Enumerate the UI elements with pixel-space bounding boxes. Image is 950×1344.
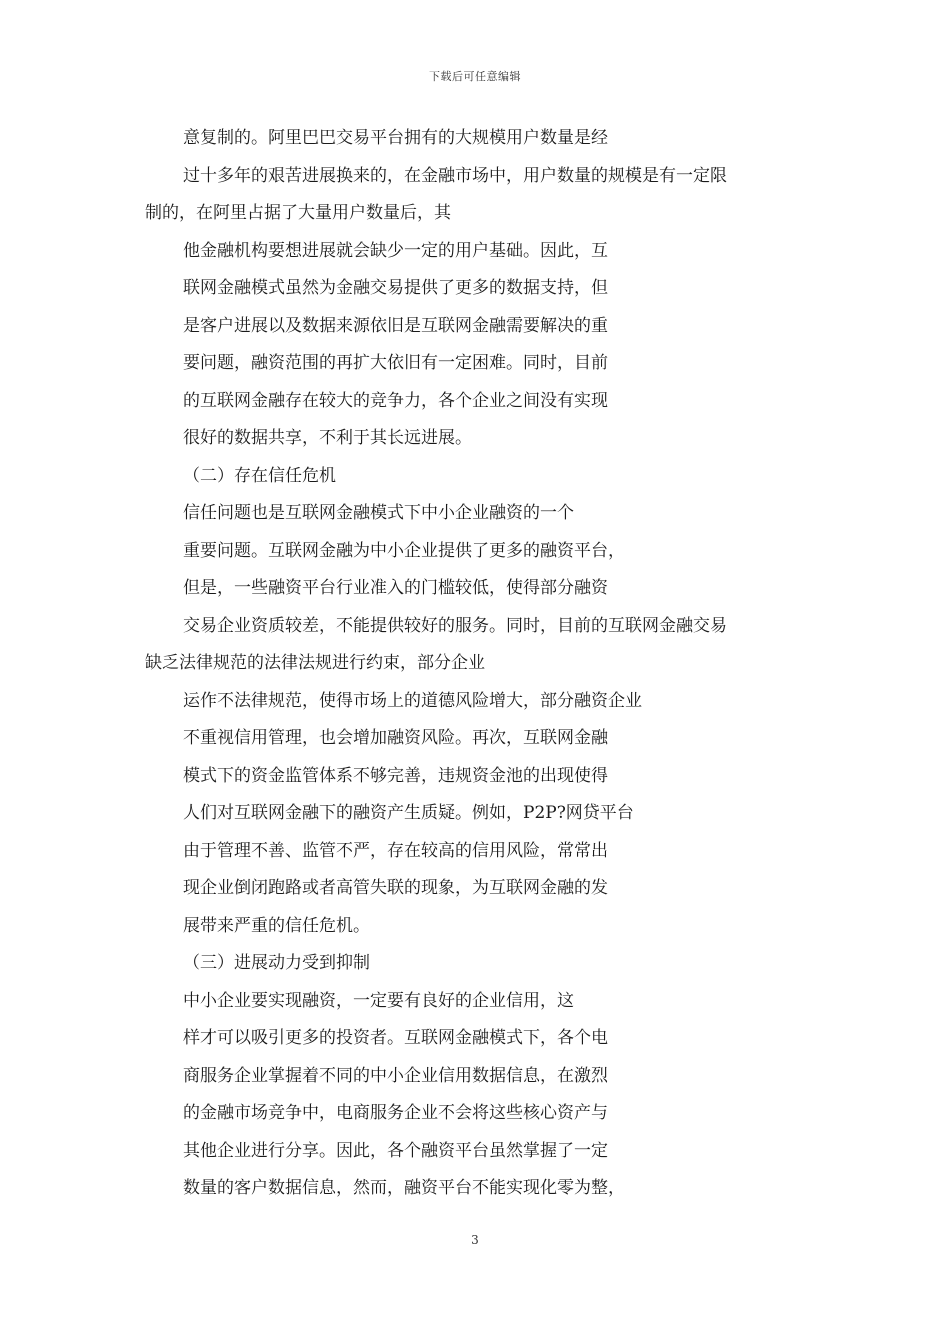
body-line: 联网金融模式虽然为金融交易提供了更多的数据支持，但: [183, 278, 608, 298]
body-line: 的金融市场竞争中，电商服务企业不会将这些核心资产与: [183, 1103, 608, 1123]
body-line: 现企业倒闭跑路或者高管失联的现象，为互联网金融的发: [183, 878, 608, 898]
body-line: 由于管理不善、监管不严，存在较高的信用风险，常常出: [183, 841, 608, 861]
body-line: 重要问题。互联网金融为中小企业提供了更多的融资平台，: [183, 541, 625, 561]
section-heading: （二）存在信任危机: [183, 466, 336, 486]
page-number: 3: [471, 1233, 479, 1247]
body-line: 是客户进展以及数据来源依旧是互联网金融需要解决的重: [183, 316, 608, 336]
body-line: 过十多年的艰苦进展换来的，在金融市场中，用户数量的规模是有一定限: [183, 166, 727, 186]
body-line: 中小企业要实现融资，一定要有良好的企业信用，这: [183, 991, 574, 1011]
body-line: 其他企业进行分享。因此，各个融资平台虽然掌握了一定: [183, 1141, 608, 1161]
body-line: 的互联网金融存在较大的竞争力，各个企业之间没有实现: [183, 391, 608, 411]
body-line: 但是，一些融资平台行业准入的门槛较低，使得部分融资: [183, 578, 608, 598]
body-line: 模式下的资金监管体系不够完善，违规资金池的出现使得: [183, 766, 608, 786]
body-line: 人们对互联网金融下的融资产生质疑。例如，P2P?网贷平台: [183, 803, 634, 823]
body-line: 数量的客户数据信息，然而，融资平台不能实现化零为整，: [183, 1178, 625, 1198]
page-header: 下载后可任意编辑: [429, 70, 521, 83]
body-line: 信任问题也是互联网金融模式下中小企业融资的一个: [183, 503, 574, 523]
body-line: 缺乏法律规范的法律法规进行约束，部分企业: [145, 653, 485, 673]
body-line: 他金融机构要想进展就会缺少一定的用户基础。因此，互: [183, 241, 608, 261]
body-line: 样才可以吸引更多的投资者。互联网金融模式下，各个电: [183, 1028, 608, 1048]
body-line: 展带来严重的信任危机。: [183, 916, 370, 936]
body-line: 意复制的。阿里巴巴交易平台拥有的大规模用户数量是经: [183, 128, 608, 148]
body-line: 要问题，融资范围的再扩大依旧有一定困难。同时，目前: [183, 353, 608, 373]
section-heading: （三）进展动力受到抑制: [183, 953, 370, 973]
body-line: 运作不法律规范，使得市场上的道德风险增大，部分融资企业: [183, 691, 642, 711]
body-line: 不重视信用管理，也会增加融资风险。再次，互联网金融: [183, 728, 608, 748]
body-line: 交易企业资质较差，不能提供较好的服务。同时，目前的互联网金融交易: [183, 616, 727, 636]
body-line: 制的，在阿里占据了大量用户数量后，其: [145, 203, 451, 223]
body-line: 商服务企业掌握着不同的中小企业信用数据信息，在激烈: [183, 1066, 608, 1086]
body-line: 很好的数据共享，不利于其长远进展。: [183, 428, 472, 448]
